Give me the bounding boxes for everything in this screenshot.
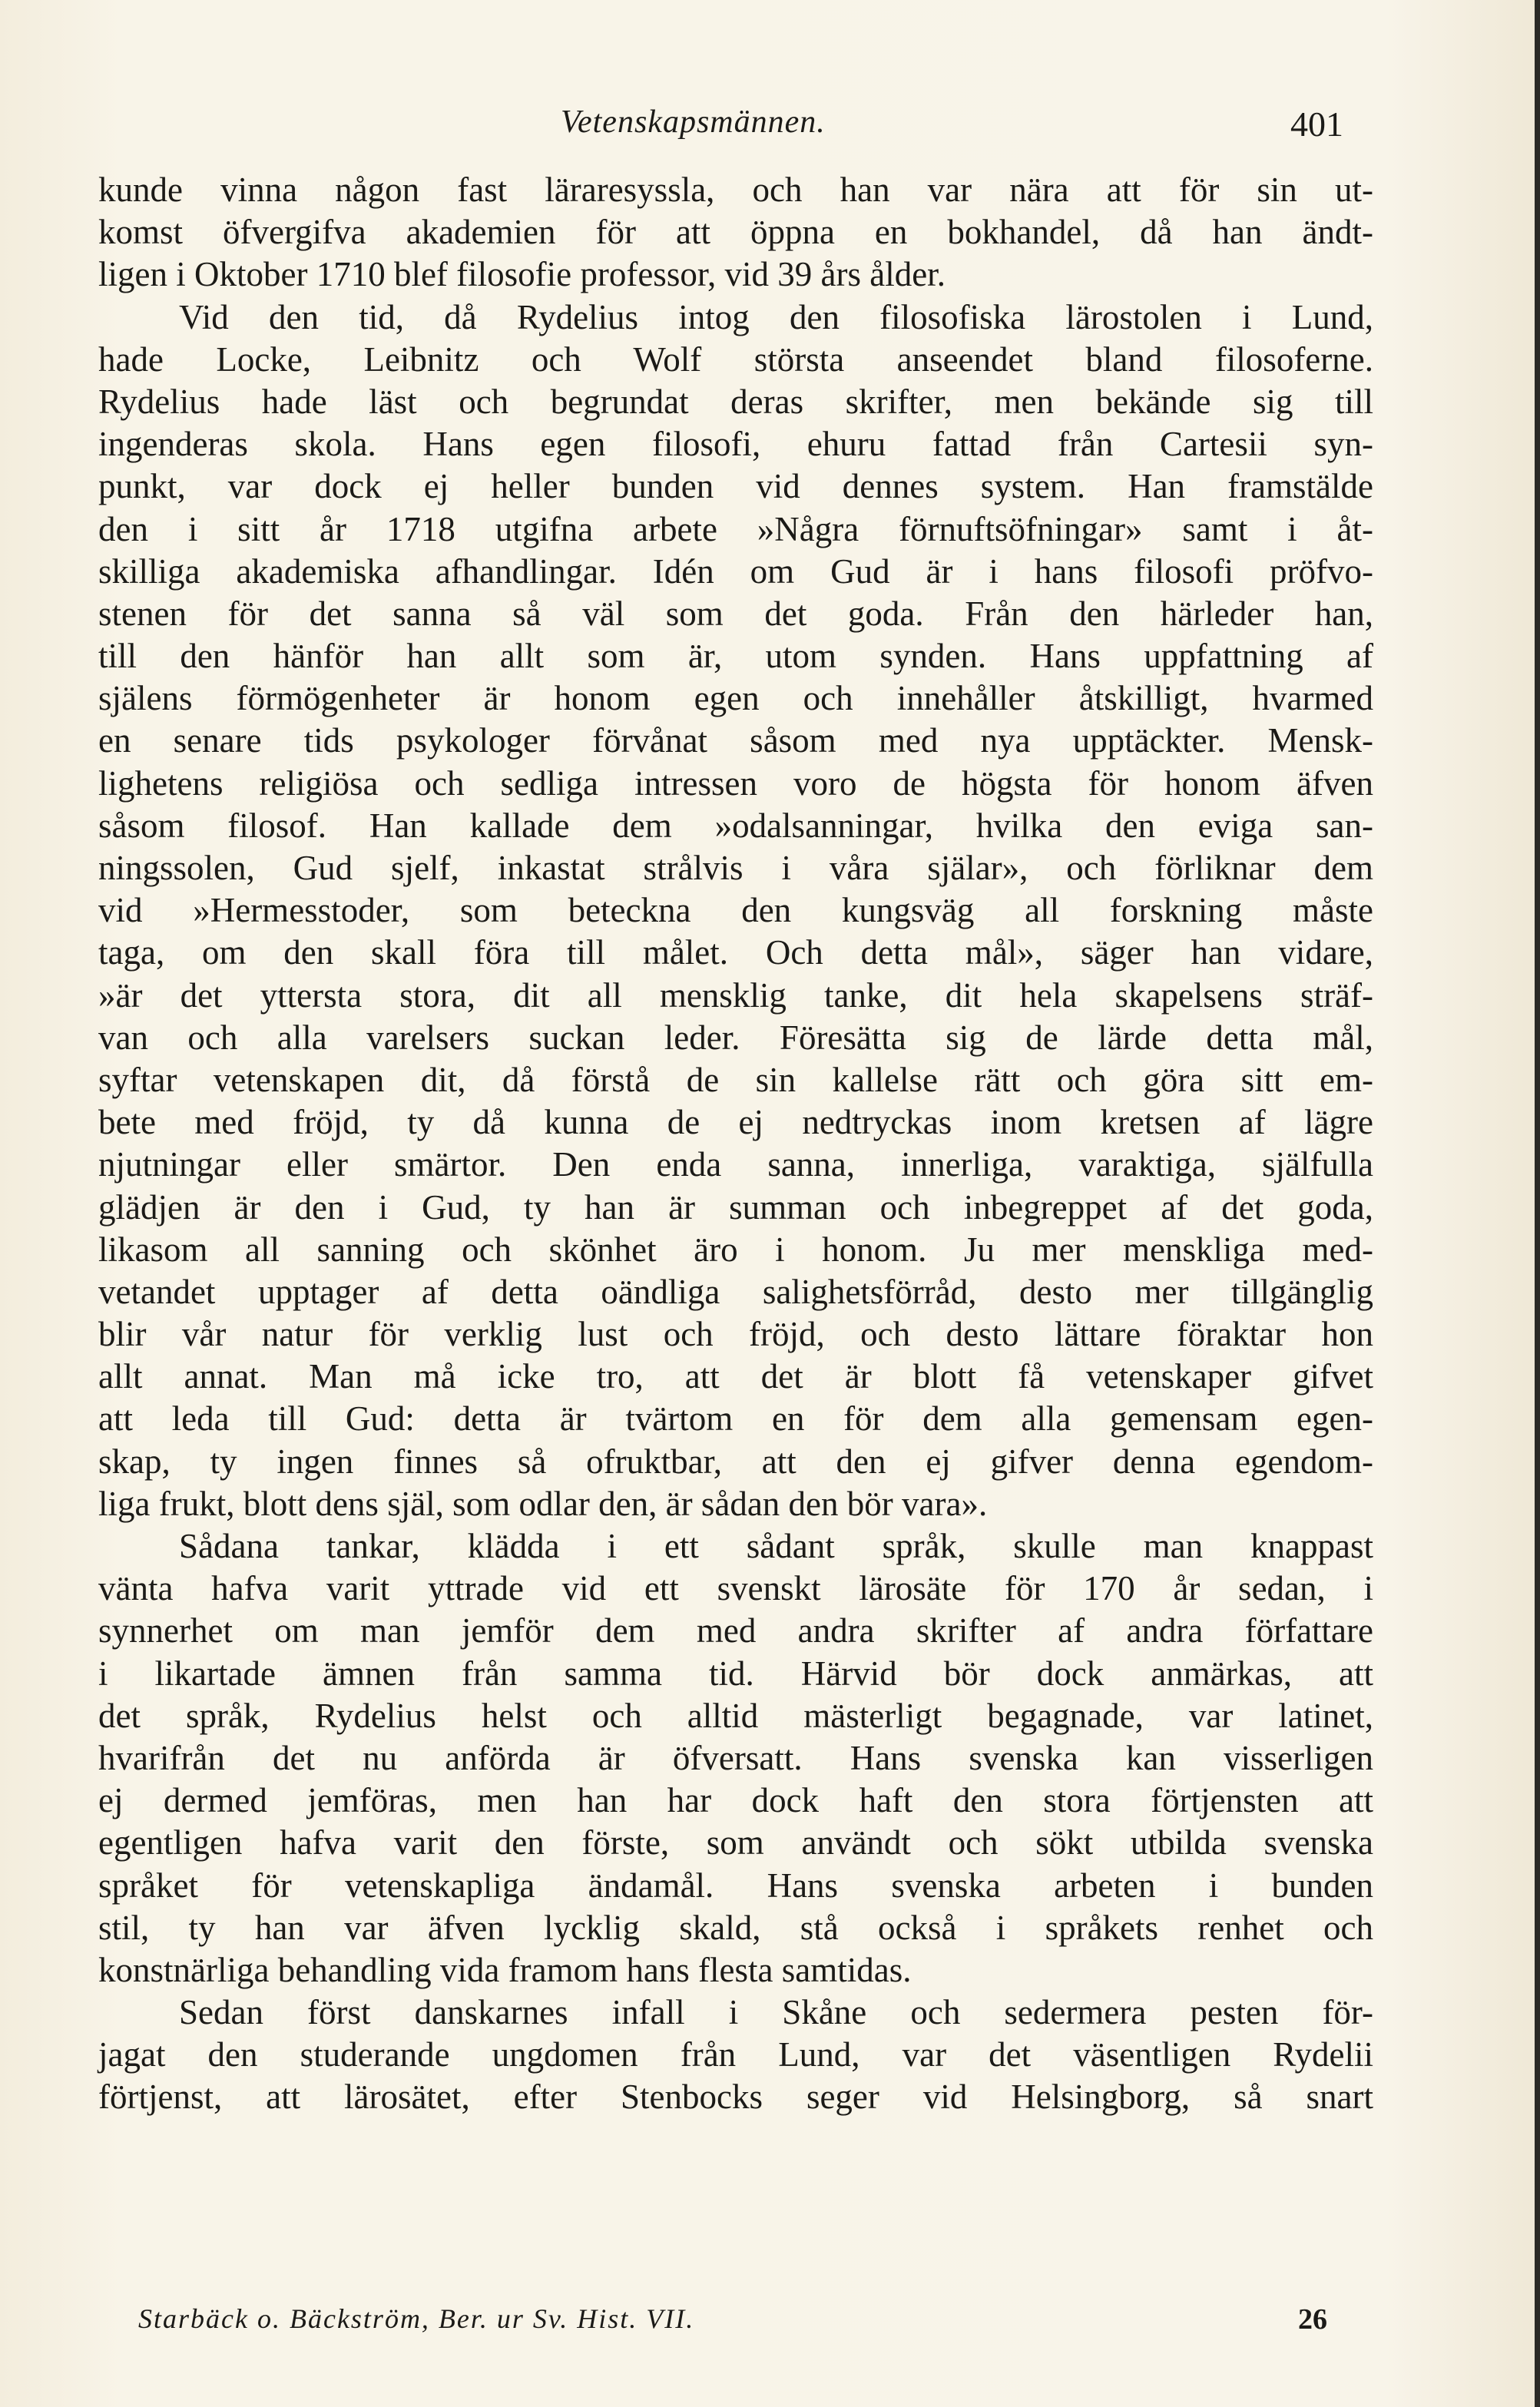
text-line: Rydelius hade läst och begrundat deras skrifter, men bekände sig till [98,382,1373,421]
page-header [0,104,1540,150]
page-number: 401 [1290,104,1343,144]
text-line: bete med fröjd, ty då kunna de ej nedtryckas inom kretsen af lägre [98,1103,1373,1142]
text-line: komst öfvergifva akademien för att öppna en bokhandel, då han ändt- [98,213,1373,252]
text-line: Sedan först danskarnes infall i Skåne och sedermera pesten för- [179,1993,1373,2032]
text-line: ingenderas skola. Hans egen filosofi, ehuru fattad från Cartesii syn- [98,425,1373,464]
text-line: ningssolen, Gud sjelf, inkastat strålvis i våra själar», och förliknar dem [98,849,1373,887]
text-line: jagat den studerande ungdomen från Lund, var det väsentligen Rydelii [98,2035,1373,2074]
text-line: taga, om den skall föra till målet. Och detta mål», säger han vidare, [98,933,1373,972]
text-line: kunde vinna någon fast läraresyssla, och han var nära att för sin ut- [98,171,1373,209]
text-line: förtjenst, att lärosätet, efter Stenbocks seger vid Helsingborg, så snart [98,2078,1373,2117]
text-line: allt annat. Man må icke tro, att det är blott få vetenskaper gifvet [98,1357,1373,1396]
text-line: syftar vetenskapen dit, då förstå de sin kallelse rätt och göra sitt em- [98,1060,1373,1099]
text-line: ligen i Oktober 1710 blef filosofie professor, vid 39 års ålder. [98,255,946,294]
signature-number: 26 [1298,2303,1327,2336]
page-footer [0,2303,1540,2349]
text-line: såsom filosof. Han kallade dem »odalsanningar, hvilka den eviga san- [98,806,1373,845]
text-line: egentligen hafva varit den förste, som användt och sökt utbilda svenska [98,1823,1373,1862]
text-line: hvarifrån det nu anförda är öfversatt. Hans svenska kan visserligen [98,1738,1373,1777]
text-line: skilliga akademiska afhandlingar. Idén om Gud är i hans filosofi pröfvo- [98,551,1373,591]
text-line: »är det yttersta stora, dit all mensklig tanke, dit hela skapelsens sträf- [98,975,1373,1015]
text-line: att leda till Gud: detta är tvärtom en för dem alla gemensam egen- [98,1399,1373,1439]
text-line: lighetens religiösa och sedliga intressen voro de högsta för honom äfven [98,763,1373,803]
running-head: Vetenskapsmännen. [561,104,826,140]
text-line: ej dermed jemföras, men han har dock haft den stora förtjensten att [98,1781,1373,1820]
text-line: en senare tids psykologer förvånat såsom med nya upptäckter. Mensk- [98,721,1373,760]
text-line: hade Locke, Leibnitz och Wolf största anseendet bland filosoferne. [98,339,1373,379]
text-line: den i sitt år 1718 utgifna arbete »Några förnuftsöfningar» samt i åt- [98,509,1373,548]
text-line: vetandet upptager af detta oändliga salighetsförråd, desto mer tillgänglig [98,1272,1373,1311]
text-line: synnerhet om man jemför dem med andra skrifter af andra författare [98,1611,1373,1650]
text-line: det språk, Rydelius helst och alltid mästerligt begagnade, var latinet, [98,1696,1373,1735]
text-line: njutningar eller smärtor. Den enda sanna, innerliga, varaktiga, själfulla [98,1145,1373,1184]
text-line: van och alla varelsers suckan leder. Föresätta sig de lärde detta mål, [98,1018,1373,1057]
text-line: själens förmögenheter är honom egen och innehåller åtskilligt, hvarmed [98,679,1373,718]
text-line: språket för vetenskapliga ändamål. Hans svenska arbeten i bunden [98,1866,1373,1905]
body-text [98,169,1373,2119]
text-line: vid »Hermesstoder, som beteckna den kungsväg all forskning måste [98,891,1373,930]
signature-line: Starbäck o. Bäckström, Ber. ur Sv. Hist. VII. [138,2303,695,2334]
text-line: stenen för det sanna så väl som det goda. Från den härleder han, [98,594,1373,633]
page-edge [1535,0,1540,2407]
text-line: konstnärliga behandling vida framom hans flesta samtidas. [98,1950,912,1989]
text-line: Vid den tid, då Rydelius intog den filosofiska lärostolen i Lund, [179,297,1373,336]
text-line: vänta hafva varit yttrade vid ett svenskt lärosäte för 170 år sedan, i [98,1569,1373,1608]
text-line: liga frukt, blott dens själ, som odlar den, är sådan den bör vara». [98,1484,988,1523]
text-line: till den hänför han allt som är, utom synden. Hans uppfattning af [98,637,1373,676]
text-line: punkt, var dock ej heller bunden vid dennes system. Han framstälde [98,467,1373,506]
text-line: i likartade ämnen från samma tid. Härvid bör dock anmärkas, att [98,1654,1373,1693]
text-line: likasom all sanning och skönhet äro i honom. Ju mer menskliga med- [98,1230,1373,1269]
text-line: Sådana tankar, klädda i ett sådant språk, skulle man knappast [179,1527,1373,1565]
text-line: stil, ty han var äfven lycklig skald, stå också i språkets renhet och [98,1908,1373,1947]
text-line: glädjen är den i Gud, ty han är summan och inbegreppet af det goda, [98,1187,1373,1227]
text-line: skap, ty ingen finnes så ofruktbar, att den ej gifver denna egendom- [98,1442,1373,1481]
text-line: blir vår natur för verklig lust och fröjd, och desto lättare föraktar hon [98,1315,1373,1354]
